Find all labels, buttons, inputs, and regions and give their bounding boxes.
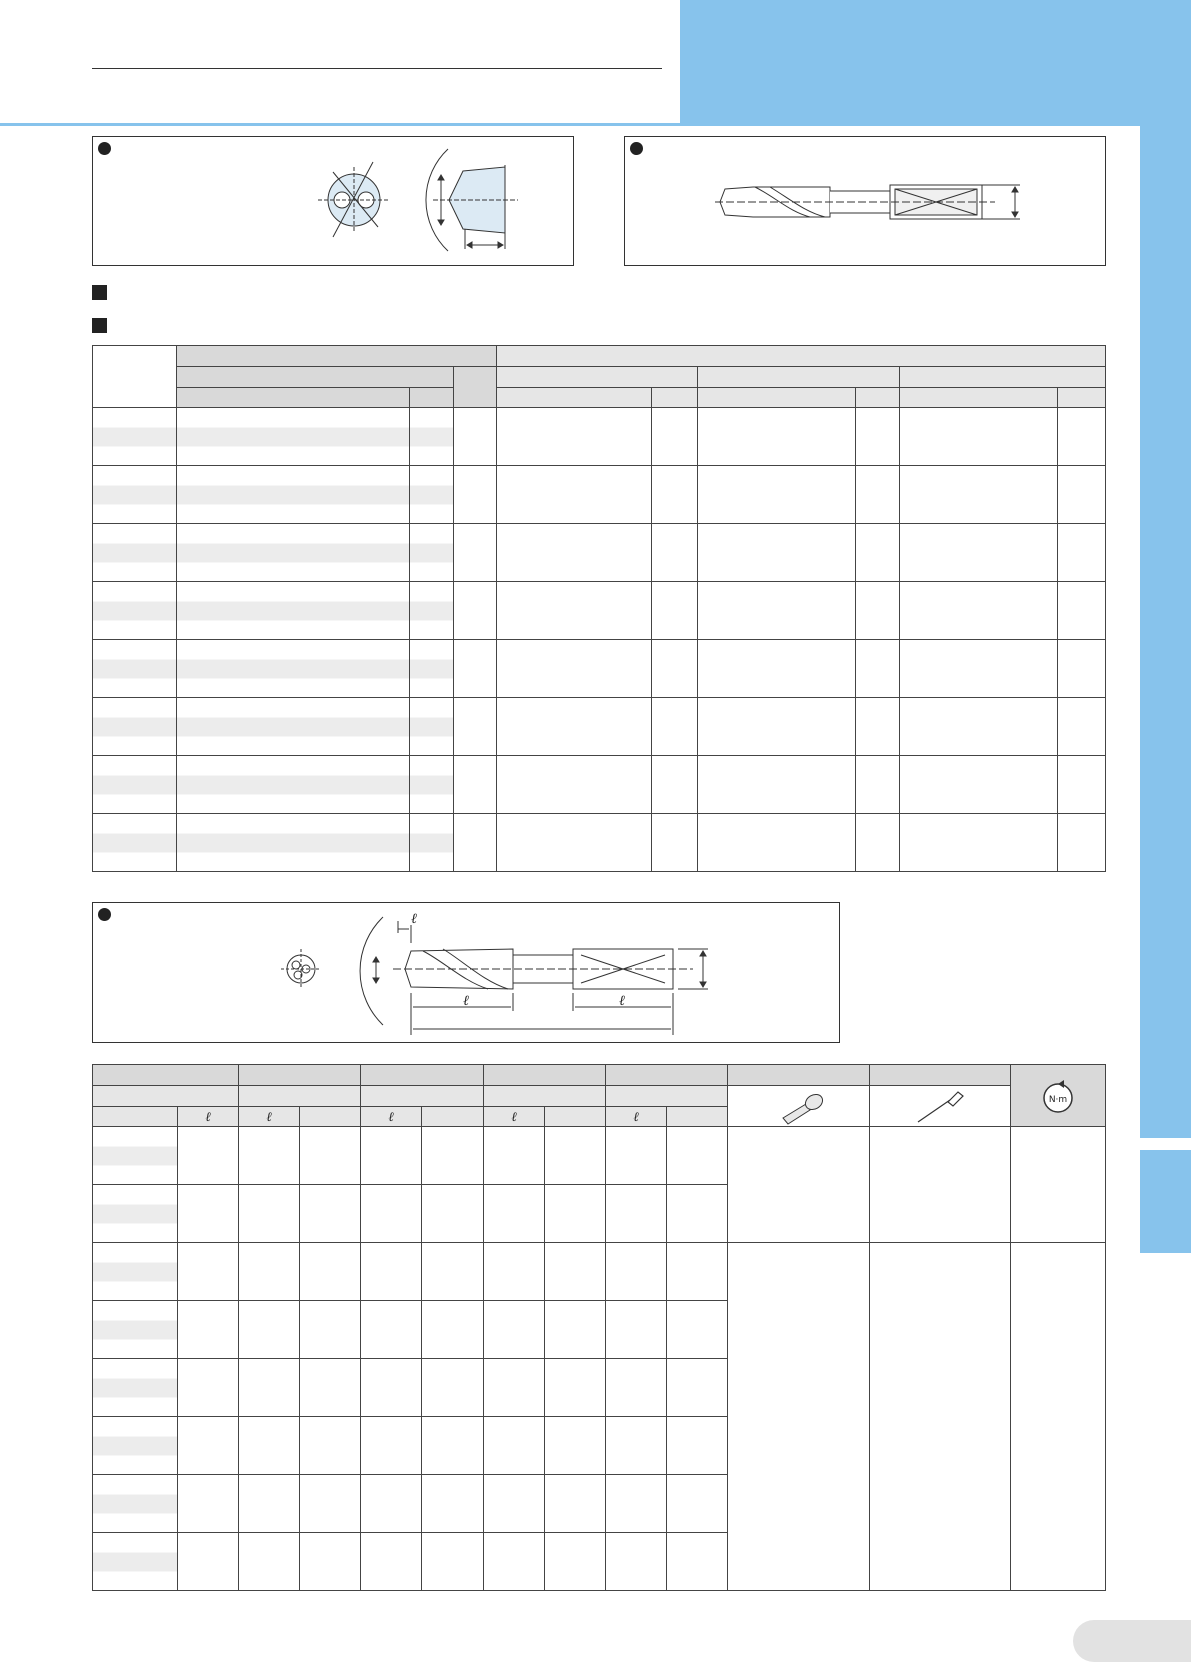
table-row xyxy=(93,1127,1106,1185)
dim-label: ℓ xyxy=(619,993,625,1009)
table-cell xyxy=(361,1127,422,1185)
table-body xyxy=(93,1127,1106,1591)
table-cell xyxy=(177,640,410,698)
table-cell xyxy=(856,640,900,698)
table-cell xyxy=(606,1359,667,1417)
table-cell xyxy=(93,1359,178,1417)
table-cell xyxy=(484,1359,545,1417)
table-cell xyxy=(454,814,497,872)
table-cell xyxy=(239,1359,300,1417)
table-cell xyxy=(484,1185,545,1243)
table-cell xyxy=(856,524,900,582)
table-cell xyxy=(422,1475,484,1533)
table-cell xyxy=(667,1127,728,1185)
header-cell xyxy=(900,367,1106,388)
table-row xyxy=(93,1243,1106,1301)
table-cell xyxy=(545,1301,606,1359)
table-cell xyxy=(900,466,1058,524)
table-cell xyxy=(239,1243,300,1301)
table-cell xyxy=(856,408,900,466)
table-cell xyxy=(606,1417,667,1475)
table-cell xyxy=(900,814,1058,872)
table-cell xyxy=(667,1301,728,1359)
table-cell xyxy=(484,1243,545,1301)
table-cell xyxy=(300,1475,361,1533)
table-cell xyxy=(497,582,652,640)
header-cell xyxy=(361,1086,484,1107)
page-number-tab xyxy=(1073,1620,1191,1662)
header-cell xyxy=(93,1065,239,1086)
table-cell xyxy=(652,756,698,814)
table-cell xyxy=(361,1417,422,1475)
ell-symbol: ℓ xyxy=(606,1107,667,1127)
table-cell xyxy=(454,640,497,698)
table-cell xyxy=(410,640,454,698)
table-cell xyxy=(545,1127,606,1185)
header-cell xyxy=(856,388,900,408)
table-cell xyxy=(93,466,177,524)
insert-spec-table xyxy=(92,345,1106,872)
table-cell xyxy=(1058,756,1106,814)
table-cell xyxy=(497,640,652,698)
ell-symbol: ℓ xyxy=(361,1107,422,1127)
table-cell xyxy=(1058,524,1106,582)
holder-drawing xyxy=(625,137,1107,267)
header-cell xyxy=(410,388,454,408)
table-cell xyxy=(410,466,454,524)
table-cell xyxy=(545,1185,606,1243)
table-cell xyxy=(93,408,177,466)
side-band xyxy=(1140,123,1191,1138)
drill-drawing xyxy=(93,903,841,1044)
screwdriver-icon xyxy=(870,1086,1011,1127)
table-cell xyxy=(698,466,856,524)
table-cell xyxy=(300,1301,361,1359)
header-cell xyxy=(239,1065,361,1086)
table-cell xyxy=(900,582,1058,640)
section-marker xyxy=(92,318,107,333)
ell-symbol: ℓ xyxy=(239,1107,300,1127)
table-cell xyxy=(606,1475,667,1533)
table-cell xyxy=(93,1475,178,1533)
header-cell xyxy=(93,1086,239,1107)
wrench-header xyxy=(870,1086,1011,1127)
table-cell xyxy=(93,756,177,814)
table-cell xyxy=(422,1243,484,1301)
table-cell xyxy=(300,1127,361,1185)
header-cell xyxy=(728,1065,870,1086)
table-row xyxy=(93,756,1106,814)
header-cell xyxy=(667,1107,728,1127)
ell-symbol: ℓ xyxy=(484,1107,545,1127)
table-cell xyxy=(545,1243,606,1301)
table-cell xyxy=(484,1417,545,1475)
table-cell xyxy=(410,582,454,640)
table-cell xyxy=(1058,814,1106,872)
table-cell xyxy=(454,524,497,582)
table-cell xyxy=(93,640,177,698)
table-cell xyxy=(361,1533,422,1591)
table-cell xyxy=(93,814,177,872)
section-marker xyxy=(92,285,107,300)
header-cell xyxy=(497,388,652,408)
figure-box-insert xyxy=(92,136,574,266)
header-cell xyxy=(606,1086,728,1107)
table-cell xyxy=(606,1533,667,1591)
table-cell xyxy=(698,698,856,756)
dim-label: ℓ xyxy=(411,911,417,927)
table-cell xyxy=(361,1359,422,1417)
table-cell xyxy=(93,698,177,756)
table-cell xyxy=(239,1475,300,1533)
header-cell xyxy=(93,1107,178,1127)
table-cell xyxy=(484,1533,545,1591)
table-cell xyxy=(870,1127,1011,1243)
figure-box-drill xyxy=(92,902,840,1043)
table-cell xyxy=(178,1533,239,1591)
ell-symbol: ℓ xyxy=(178,1107,239,1127)
table-cell xyxy=(239,1533,300,1591)
table-cell xyxy=(652,524,698,582)
table-cell xyxy=(497,698,652,756)
table-cell xyxy=(698,582,856,640)
table-cell xyxy=(177,582,410,640)
table-cell xyxy=(300,1185,361,1243)
table-cell xyxy=(93,1533,178,1591)
table-cell xyxy=(93,582,177,640)
table-cell xyxy=(361,1243,422,1301)
table-row xyxy=(93,698,1106,756)
table-cell xyxy=(300,1533,361,1591)
table-cell xyxy=(667,1417,728,1475)
table-cell xyxy=(545,1359,606,1417)
header-cell xyxy=(698,388,856,408)
header-cell xyxy=(698,367,900,388)
table-cell xyxy=(667,1359,728,1417)
table-cell xyxy=(454,408,497,466)
table-cell xyxy=(410,698,454,756)
screw-header xyxy=(728,1086,870,1127)
header-cell xyxy=(606,1065,728,1086)
header-cell xyxy=(484,1065,606,1086)
table-cell xyxy=(484,1301,545,1359)
table-cell xyxy=(652,408,698,466)
screw-icon xyxy=(728,1086,870,1127)
table-cell xyxy=(1058,582,1106,640)
table-cell xyxy=(361,1475,422,1533)
table-cell xyxy=(698,640,856,698)
table-cell xyxy=(667,1533,728,1591)
table-cell xyxy=(728,1127,870,1243)
drill-spec-table xyxy=(92,1064,1106,1591)
figure-box-holder xyxy=(624,136,1106,266)
table-cell xyxy=(497,814,652,872)
header-cell xyxy=(422,1107,484,1127)
torque-header xyxy=(1011,1065,1106,1127)
table-cell xyxy=(1058,408,1106,466)
table-cell xyxy=(239,1417,300,1475)
table-cell xyxy=(300,1359,361,1417)
header-cell xyxy=(361,1065,484,1086)
table-row xyxy=(93,814,1106,872)
table-cell xyxy=(178,1359,239,1417)
table-cell xyxy=(900,408,1058,466)
table-cell xyxy=(422,1301,484,1359)
table-cell xyxy=(93,1417,178,1475)
table-cell xyxy=(93,1301,178,1359)
table-cell xyxy=(900,756,1058,814)
table-cell xyxy=(177,408,410,466)
table-cell xyxy=(484,1475,545,1533)
table-cell xyxy=(728,1243,870,1591)
table-cell xyxy=(606,1243,667,1301)
table-cell xyxy=(497,408,652,466)
dim-label: ℓ xyxy=(463,993,469,1009)
table-cell xyxy=(497,756,652,814)
table-cell xyxy=(177,466,410,524)
header-cell xyxy=(177,388,410,408)
table-cell xyxy=(177,814,410,872)
header-cell xyxy=(900,388,1058,408)
table-cell xyxy=(454,756,497,814)
table-cell xyxy=(1011,1243,1106,1591)
table-cell xyxy=(545,1417,606,1475)
table-cell xyxy=(900,698,1058,756)
table-cell xyxy=(606,1127,667,1185)
header-cell xyxy=(177,367,454,388)
table-cell xyxy=(454,582,497,640)
table-cell xyxy=(900,524,1058,582)
table-cell xyxy=(239,1301,300,1359)
table-cell xyxy=(497,524,652,582)
table-body xyxy=(93,408,1106,872)
table-cell xyxy=(698,408,856,466)
table-cell xyxy=(497,466,652,524)
table-cell xyxy=(667,1185,728,1243)
header-cell xyxy=(497,367,698,388)
table-cell xyxy=(870,1243,1011,1591)
table-cell xyxy=(422,1533,484,1591)
table-cell xyxy=(652,466,698,524)
table-cell xyxy=(545,1475,606,1533)
table-cell xyxy=(545,1533,606,1591)
table-cell xyxy=(300,1243,361,1301)
table-cell xyxy=(484,1127,545,1185)
torque-unit: N·m xyxy=(1048,1095,1068,1105)
table-cell xyxy=(93,1243,178,1301)
table-cell xyxy=(652,582,698,640)
table-cell xyxy=(606,1185,667,1243)
torque-icon xyxy=(1011,1065,1106,1127)
table-cell xyxy=(410,408,454,466)
table-cell xyxy=(698,814,856,872)
table-cell xyxy=(361,1301,422,1359)
table-cell xyxy=(178,1185,239,1243)
table-cell xyxy=(300,1417,361,1475)
table-cell xyxy=(454,466,497,524)
table-cell xyxy=(652,814,698,872)
table-cell xyxy=(410,524,454,582)
table-cell xyxy=(856,582,900,640)
table-row xyxy=(93,640,1106,698)
header-cell xyxy=(484,1086,606,1107)
table-cell xyxy=(856,466,900,524)
table-row xyxy=(93,524,1106,582)
header-cell xyxy=(1058,388,1106,408)
table-cell xyxy=(239,1185,300,1243)
table-cell xyxy=(856,756,900,814)
table-row xyxy=(93,466,1106,524)
table-cell xyxy=(900,640,1058,698)
side-tab xyxy=(1140,1150,1191,1253)
table-cell xyxy=(1058,698,1106,756)
table-cell xyxy=(177,524,410,582)
table-cell xyxy=(177,756,410,814)
header-cell xyxy=(454,367,497,408)
table-cell xyxy=(410,756,454,814)
table-row xyxy=(93,582,1106,640)
table-cell xyxy=(178,1301,239,1359)
table-cell xyxy=(239,1127,300,1185)
table-cell xyxy=(93,1127,178,1185)
table-cell xyxy=(1011,1127,1106,1243)
table-cell xyxy=(422,1185,484,1243)
table-cell xyxy=(1058,466,1106,524)
table-cell xyxy=(698,524,856,582)
header-cell xyxy=(300,1107,361,1127)
table-cell xyxy=(361,1185,422,1243)
table-cell xyxy=(178,1475,239,1533)
table-cell xyxy=(454,698,497,756)
table-cell xyxy=(667,1243,728,1301)
table-row xyxy=(93,408,1106,466)
table-cell xyxy=(177,698,410,756)
header-cell xyxy=(497,346,1106,367)
header-band xyxy=(680,0,1191,123)
table-cell xyxy=(422,1417,484,1475)
header-cell xyxy=(652,388,698,408)
header-cell xyxy=(870,1065,1011,1086)
header-rule xyxy=(0,123,1140,126)
table-cell xyxy=(856,698,900,756)
table-cell xyxy=(652,698,698,756)
header-cell xyxy=(177,346,497,367)
insert-drawing xyxy=(93,137,575,267)
table-cell xyxy=(667,1475,728,1533)
table-cell xyxy=(93,524,177,582)
table-cell xyxy=(856,814,900,872)
header-cell xyxy=(239,1086,361,1107)
table-cell xyxy=(178,1417,239,1475)
table-cell xyxy=(410,814,454,872)
table-cell xyxy=(606,1301,667,1359)
title-underline xyxy=(92,68,662,69)
table-cell xyxy=(1058,640,1106,698)
table-cell xyxy=(178,1127,239,1185)
table-cell xyxy=(422,1359,484,1417)
table-cell xyxy=(178,1243,239,1301)
header-cell xyxy=(93,346,177,408)
table-cell xyxy=(698,756,856,814)
table-cell xyxy=(422,1127,484,1185)
table-cell xyxy=(93,1185,178,1243)
table-cell xyxy=(652,640,698,698)
header-cell xyxy=(545,1107,606,1127)
